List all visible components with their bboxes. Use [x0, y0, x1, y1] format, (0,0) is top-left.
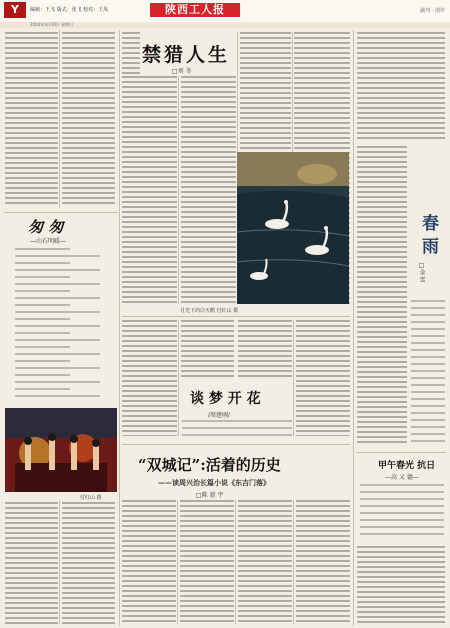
text-block	[5, 32, 58, 204]
band-photo-art	[5, 408, 117, 492]
section-logo: Y	[4, 2, 26, 18]
column-divider	[353, 30, 354, 626]
poem-byline: —高 又 德—	[385, 474, 419, 481]
swan-photo-art	[237, 152, 349, 304]
swan-photo-caption: 月光下的白天鹅 付红山 摄	[180, 308, 239, 314]
review-title: “双城记”:活着的历史	[138, 456, 281, 474]
text-block	[122, 500, 176, 624]
main-article-title: 禁猎人生	[142, 44, 231, 66]
poem-body	[360, 484, 444, 540]
text-block	[122, 320, 177, 436]
text-block	[122, 32, 140, 74]
text-block	[62, 32, 115, 204]
column-divider	[293, 500, 294, 624]
review-byline: □陈 新 宇	[196, 492, 224, 499]
band-performance-photo	[5, 408, 117, 492]
poem-body	[15, 248, 100, 398]
section-divider	[4, 212, 118, 213]
text-block	[62, 502, 115, 624]
text-block	[5, 502, 58, 624]
column-divider	[119, 30, 120, 626]
text-block	[357, 32, 445, 142]
photo-caption: 付红山 摄	[80, 495, 102, 501]
column-divider	[177, 500, 178, 624]
dateline-bar	[0, 22, 450, 28]
column-divider	[59, 500, 60, 624]
poem-byline: /周建刚/	[208, 412, 231, 419]
poem-body	[411, 300, 445, 446]
poem-title: 春雨	[418, 214, 438, 260]
poem-title: 谈 梦 开 花	[190, 391, 261, 407]
dateline: 2024年3月10日 星期日	[30, 22, 74, 27]
text-block	[181, 76, 236, 304]
newspaper-masthead: 陕西工人报	[150, 3, 240, 17]
review-subtitle: ——读周兴治长篇小说《东吉门落》	[158, 478, 270, 487]
poem-byline: —山石明暖—	[30, 238, 67, 245]
column-divider	[59, 30, 60, 208]
poem-body	[182, 420, 292, 436]
text-block	[296, 500, 350, 624]
column-divider	[293, 320, 294, 436]
column-divider	[178, 76, 179, 304]
section-divider	[122, 316, 350, 317]
section-divider	[122, 444, 350, 445]
page-header	[0, 0, 450, 23]
text-block	[357, 146, 407, 446]
poem-title: 匆 匆	[28, 218, 64, 236]
text-block	[238, 320, 292, 380]
text-block	[181, 320, 234, 380]
text-block	[238, 500, 292, 624]
text-block	[122, 76, 177, 304]
edition-info: 编辑：王飞 版式：张飞 校对：王凤	[30, 7, 109, 13]
swan-photo	[237, 152, 349, 304]
section-tag: 副刊 · 创作	[420, 8, 445, 14]
main-article-byline: □刘 冬	[172, 68, 192, 75]
poem-title: 甲午春光 抗日	[378, 461, 436, 471]
text-block	[180, 500, 234, 624]
column-divider	[178, 320, 179, 436]
column-divider	[235, 500, 236, 624]
text-block	[296, 320, 350, 436]
poem-byline: □金 雪	[418, 262, 425, 283]
section-divider	[356, 452, 446, 453]
text-block	[357, 546, 445, 624]
